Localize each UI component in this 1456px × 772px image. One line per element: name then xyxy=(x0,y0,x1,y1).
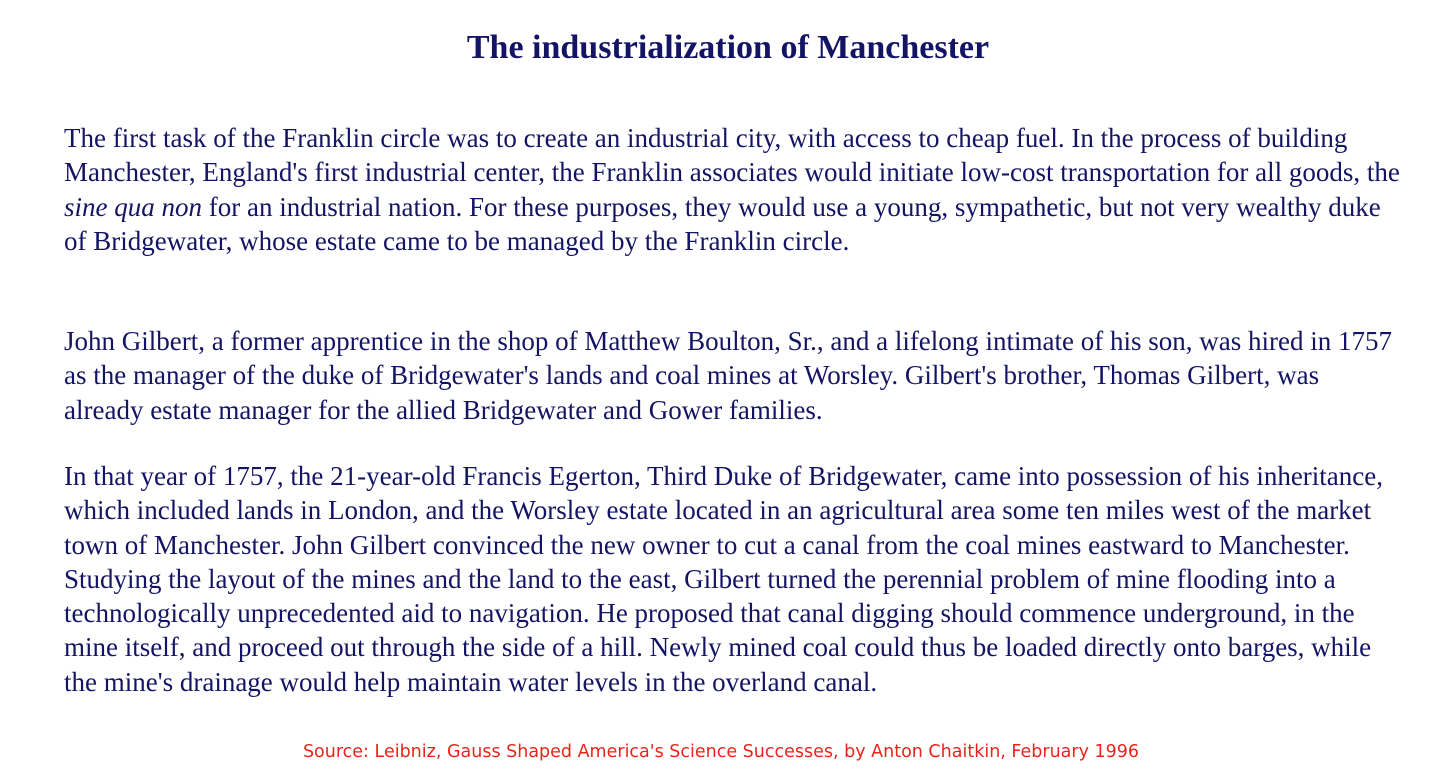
paragraph-2: John Gilbert, a former apprentice in the shop of Matthew Boulton, Sr., and a lifelong intimate of his son, was hired in 1757 as the manager of the duke of Bridgewater's lands and coal mines at Worsley. Gilbert's brother, Thomas Gilbert, was already estate manager for the allied Bridgewater and Gower families. xyxy=(64,326,1392,425)
paragraph-1 xyxy=(64,121,1404,258)
paragraph-1-italic-phrase: sine qua non xyxy=(64,191,202,222)
paragraph-1-text-start: The first task of the Franklin circle was to create an industrial city, with access to cheap fuel. In the process of building Manchester, England's first industrial center, the Franklin associates would initiate low-cost transportation for all goods, the xyxy=(64,123,1400,188)
paragraph-3: In that year of 1757, the 21-year-old Francis Egerton, Third Duke of Bridgewater, came into possession of his inheritance, which included lands in London, and the Worsley estate located in an agricultural area some ten miles west of the market town of Manchester. John Gilbert convinced the new owner to cut a canal from the coal mines eastward to Manchester. Studying the layout of the mines and the land to the east, Gilbert turned the perennial problem of mine flooding into a technologically unprecedented aid to navigation. He proposed that canal digging should commence underground, in the mine itself, and proceed out through the side of a hill. Newly mined coal could thus be loaded directly onto barges, while the mine's drainage would help maintain water levels in the overland canal. xyxy=(64,461,1384,697)
source-citation: Source: Leibniz, Gauss Shaped America's Science Successes, by Anton Chaitkin, February 1996 xyxy=(302,742,1140,762)
paragraph-1-text-end: for an industrial nation. For these purposes, they would use a young, sympathetic, but not very wealthy duke of Bridgewater, whose estate came to be managed by the Franklin circle. xyxy=(64,191,1381,256)
page-title: The industrialization of Manchester xyxy=(466,29,990,66)
